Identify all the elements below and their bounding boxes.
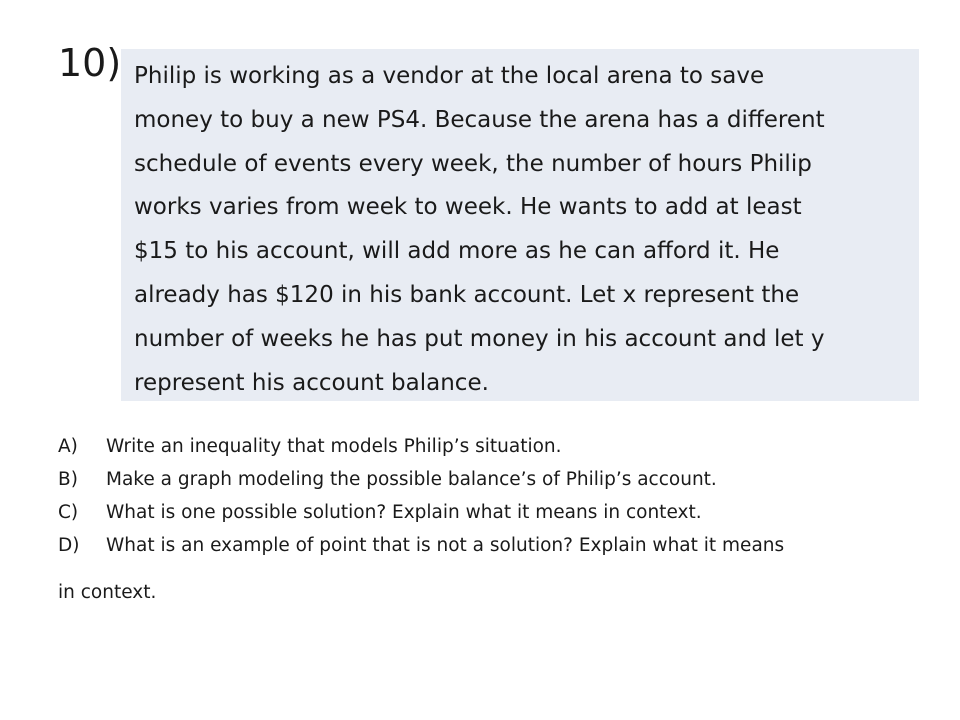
question-list <box>58 430 938 609</box>
question-d-continuation: in context. <box>58 582 157 603</box>
question-letter: A) <box>58 436 78 457</box>
problem-line: Philip is working as a vendor at the local arena to save <box>134 63 765 89</box>
question-text: Make a graph modeling the possible balance’s of Philip’s account. <box>106 469 717 490</box>
question-b <box>58 463 938 496</box>
problem-number: 10) <box>58 41 122 85</box>
question-letter: D) <box>58 535 80 556</box>
question-text: Write an inequality that models Philip’s situation. <box>106 436 562 457</box>
problem-statement-box <box>121 49 919 401</box>
question-letter: C) <box>58 502 79 523</box>
problem-line: $15 to his account, will add more as he can afford it. He <box>134 238 780 265</box>
problem-line: works varies from week to week. He wants to add at least <box>134 194 802 221</box>
question-a <box>58 430 938 463</box>
problem-line: represent his account balance. <box>134 369 489 396</box>
question-c <box>58 496 938 529</box>
question-text: What is an example of point that is not a solution? Explain what it means <box>106 535 785 556</box>
problem-line: number of weeks he has put money in his account and let y <box>134 325 825 352</box>
question-letter: B) <box>58 469 78 490</box>
question-text: What is one possible solution? Explain what it means in context. <box>106 502 702 523</box>
problem-line: money to buy a new PS4. Because the arena has a different <box>134 106 825 133</box>
problem-line: schedule of events every week, the number of hours Philip <box>134 150 812 177</box>
problem-line: already has $120 in his bank account. Let x represent the <box>134 281 800 308</box>
question-d <box>58 529 938 562</box>
